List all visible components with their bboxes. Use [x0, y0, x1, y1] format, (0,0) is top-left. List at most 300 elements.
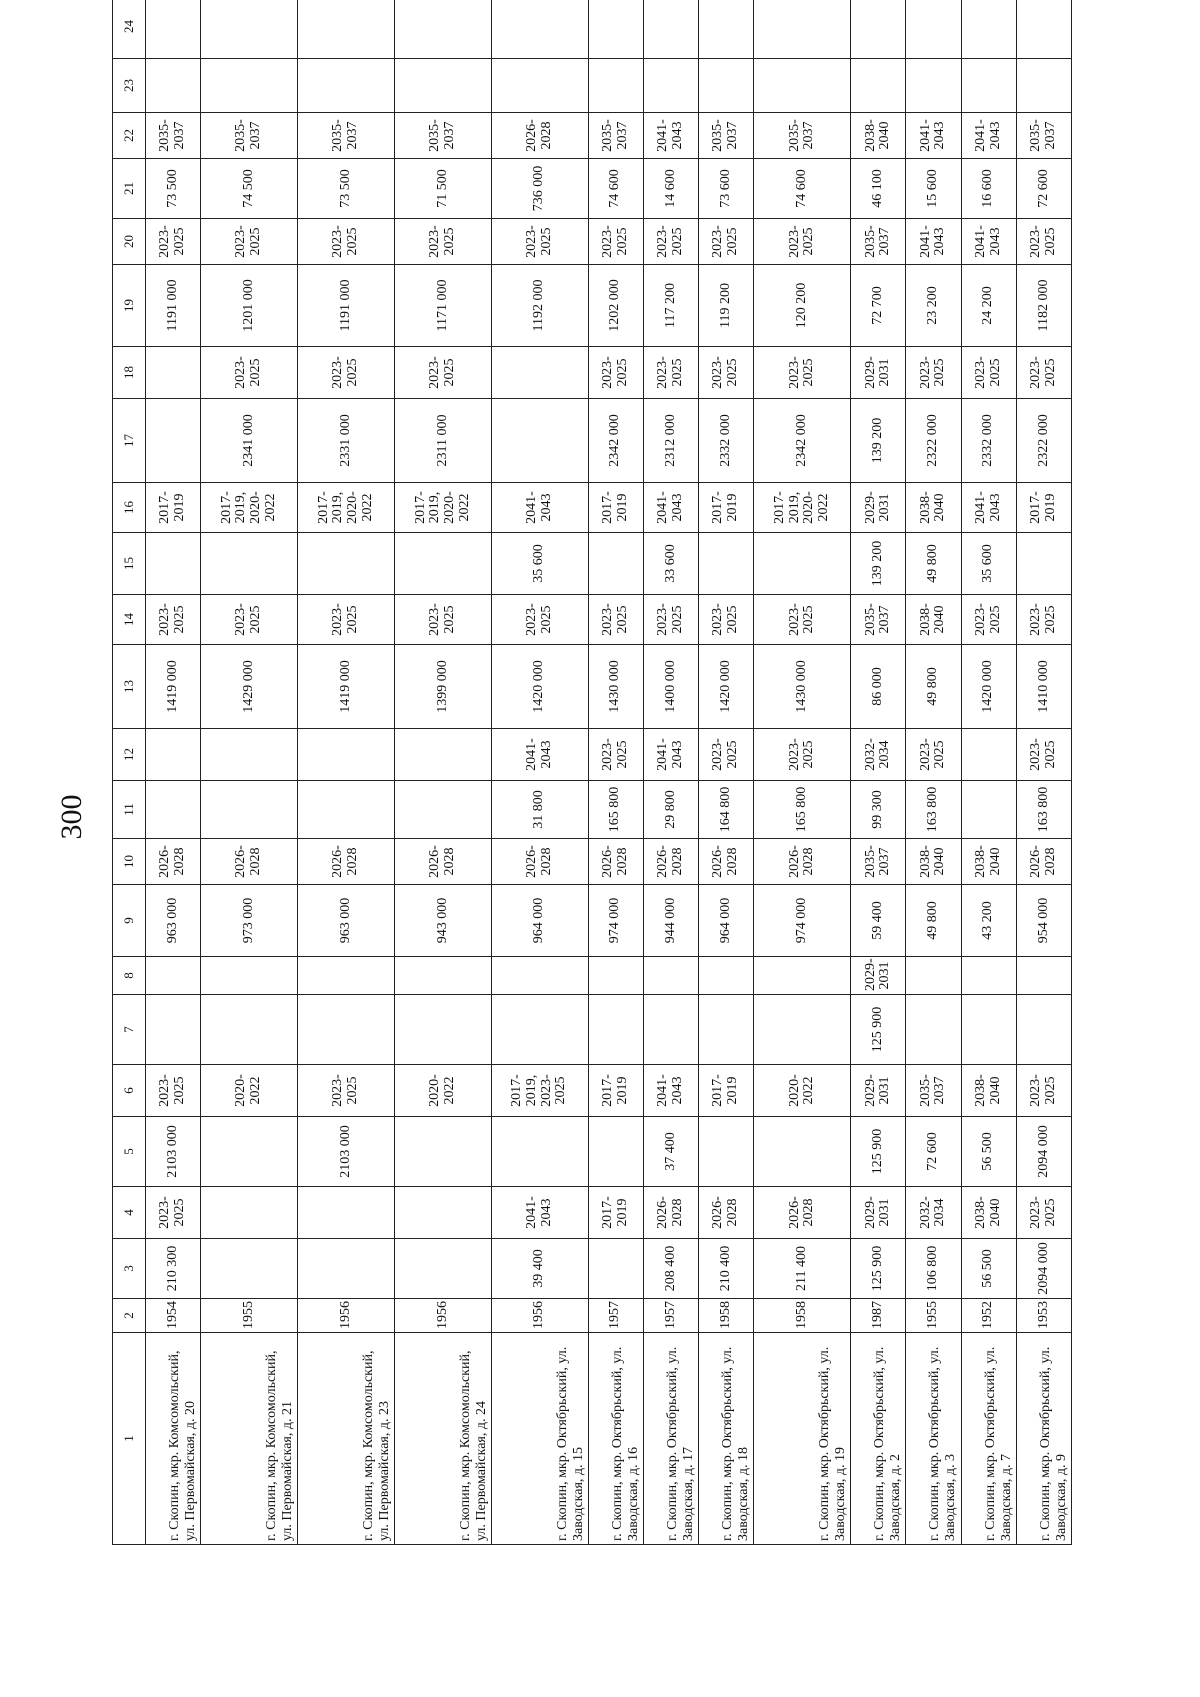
table-cell: 2029-2031	[851, 957, 906, 995]
table-cell: 49 800	[906, 645, 961, 729]
table-cell: 24 200	[961, 265, 1016, 347]
table-cell: 23 200	[906, 265, 961, 347]
table-cell: 139 200	[851, 399, 906, 483]
table-cell: 1171 000	[394, 265, 491, 347]
table-cell	[146, 995, 201, 1065]
table-cell: 2017-2019	[699, 1065, 754, 1117]
table-cell: 2026-2028	[201, 839, 298, 885]
table-cell	[298, 1187, 395, 1239]
table-cell	[906, 59, 961, 113]
table-cell: 2023-2025	[201, 595, 298, 645]
table-cell	[394, 957, 491, 995]
table-cell: 2020-2022	[754, 1065, 851, 1117]
table-cell: 1430 000	[754, 645, 851, 729]
column-header-12: 12	[113, 729, 146, 781]
table-cell: 2023-2025	[201, 219, 298, 265]
table-cell	[146, 347, 201, 399]
table-cell: 2041-2043	[491, 483, 588, 533]
table-cell: 2038-2040	[906, 839, 961, 885]
table-cell: 2032-2034	[851, 729, 906, 781]
table-cell: 39 400	[491, 1239, 588, 1299]
table-cell	[201, 957, 298, 995]
table-cell: 2041-2043	[491, 729, 588, 781]
table-cell: 943 000	[394, 885, 491, 957]
table-cell: 964 000	[491, 885, 588, 957]
table-cell	[298, 533, 395, 595]
column-header-18: 18	[113, 347, 146, 399]
table-cell: 1955	[201, 1299, 298, 1333]
table-cell: 963 000	[298, 885, 395, 957]
table-cell: 2041-2043	[643, 113, 698, 159]
table-cell: 1420 000	[961, 645, 1016, 729]
table-cell	[588, 995, 643, 1065]
table-cell: 72 600	[906, 1117, 961, 1187]
column-header-9: 9	[113, 885, 146, 957]
table-cell	[588, 957, 643, 995]
table-cell: 2023-2025	[1016, 1187, 1071, 1239]
table-cell: 2023-2025	[588, 595, 643, 645]
table-cell: 1410 000	[1016, 645, 1071, 729]
table-cell	[754, 1117, 851, 1187]
table-cell: 2026-2028	[754, 839, 851, 885]
table-cell: 2041-2043	[961, 219, 1016, 265]
table-cell: 2017-2019	[588, 1065, 643, 1117]
address-cell: г. Скопин, мкр. Октябрьский, ул. Заводская, д. 2	[851, 1333, 906, 1545]
table-cell: 120 200	[754, 265, 851, 347]
table-cell: 2332 000	[961, 399, 1016, 483]
table-cell	[491, 399, 588, 483]
table-cell: 2020-2022	[201, 1065, 298, 1117]
table-cell: 1420 000	[491, 645, 588, 729]
table-cell: 2038-2040	[961, 1187, 1016, 1239]
address-cell: г. Скопин, мкр. Октябрьский, ул. Заводская, д. 17	[643, 1333, 698, 1545]
table-cell	[146, 781, 201, 839]
column-header-21: 21	[113, 159, 146, 219]
column-header-19: 19	[113, 265, 146, 347]
table-row	[491, 0, 588, 1545]
table-cell	[699, 1117, 754, 1187]
table-cell: 1419 000	[146, 645, 201, 729]
table-cell: 1399 000	[394, 645, 491, 729]
address-cell: г. Скопин, мкр. Октябрьский, ул. Заводская, д. 19	[754, 1333, 851, 1545]
table-cell: 2023-2025	[298, 1065, 395, 1117]
table-cell	[699, 59, 754, 113]
table-cell: 2023-2025	[298, 219, 395, 265]
table-cell	[906, 0, 961, 59]
table-cell	[1016, 957, 1071, 995]
table-cell: 2342 000	[588, 399, 643, 483]
table-cell: 2029-2031	[851, 1187, 906, 1239]
table-cell: 1956	[394, 1299, 491, 1333]
table-cell: 49 800	[906, 533, 961, 595]
table-cell: 2312 000	[643, 399, 698, 483]
table-cell: 125 900	[851, 1117, 906, 1187]
table-cell	[201, 1117, 298, 1187]
table-cell: 37 400	[643, 1117, 698, 1187]
table-cell	[588, 59, 643, 113]
table-cell: 2023-2025	[699, 729, 754, 781]
table-cell: 944 000	[643, 885, 698, 957]
table-cell: 2023-2025	[906, 729, 961, 781]
table-cell: 1201 000	[201, 265, 298, 347]
table-cell	[699, 0, 754, 59]
table-cell: 117 200	[643, 265, 698, 347]
table-cell: 2023-2025	[699, 219, 754, 265]
table-cell: 2038-2040	[961, 1065, 1016, 1117]
table-cell: 2035-2037	[298, 113, 395, 159]
table-cell: 59 400	[851, 885, 906, 957]
table-cell	[961, 59, 1016, 113]
table-cell: 1957	[588, 1299, 643, 1333]
column-header-13: 13	[113, 645, 146, 729]
table-cell: 125 900	[851, 1239, 906, 1299]
table-cell: 125 900	[851, 995, 906, 1065]
table-cell: 2035-2037	[851, 595, 906, 645]
table-cell: 2035-2037	[699, 113, 754, 159]
table-cell	[201, 0, 298, 59]
table-cell: 973 000	[201, 885, 298, 957]
table-cell: 1202 000	[588, 265, 643, 347]
table-cell: 736 000	[491, 159, 588, 219]
table-cell: 2023-2025	[394, 595, 491, 645]
table-cell: 1987	[851, 1299, 906, 1333]
table-cell: 2023-2025	[201, 347, 298, 399]
table-cell	[491, 957, 588, 995]
table-cell	[201, 1239, 298, 1299]
table-cell	[146, 533, 201, 595]
table-cell	[588, 0, 643, 59]
table-cell: 2023-2025	[1016, 595, 1071, 645]
table-cell	[588, 533, 643, 595]
table-cell	[699, 957, 754, 995]
table-cell: 2038-2040	[851, 113, 906, 159]
column-header-14: 14	[113, 595, 146, 645]
table-cell	[394, 995, 491, 1065]
table-cell	[201, 59, 298, 113]
table-cell: 2023-2025	[699, 595, 754, 645]
column-header-8: 8	[113, 957, 146, 995]
table-cell: 2023-2025	[298, 347, 395, 399]
table-cell	[491, 347, 588, 399]
table-cell	[491, 59, 588, 113]
table-cell: 2026-2028	[146, 839, 201, 885]
address-cell: г. Скопин, мкр. Октябрьский, ул. Заводская, д. 15	[491, 1333, 588, 1545]
table-cell: 974 000	[588, 885, 643, 957]
column-header-1: 1	[113, 1333, 146, 1545]
table-cell: 1420 000	[699, 645, 754, 729]
table-cell: 2023-2025	[961, 347, 1016, 399]
table-cell: 99 300	[851, 781, 906, 839]
table-cell: 1956	[491, 1299, 588, 1333]
table-cell	[394, 1187, 491, 1239]
table-cell	[201, 1187, 298, 1239]
table-cell: 74 500	[201, 159, 298, 219]
table-cell: 2094 000	[1016, 1239, 1071, 1299]
table-cell: 2017-2019	[588, 483, 643, 533]
table-cell: 2023-2025	[1016, 347, 1071, 399]
table-cell: 2026-2028	[394, 839, 491, 885]
table-cell: 2023-2025	[754, 729, 851, 781]
table-cell	[201, 533, 298, 595]
table-cell	[643, 0, 698, 59]
table-cell: 2026-2028	[298, 839, 395, 885]
table-cell: 2017-2019, 2023-2025	[491, 1065, 588, 1117]
column-header-4: 4	[113, 1187, 146, 1239]
table-cell	[146, 957, 201, 995]
column-header-5: 5	[113, 1117, 146, 1187]
table-cell: 1956	[298, 1299, 395, 1333]
table-cell: 31 800	[491, 781, 588, 839]
table-row	[961, 0, 1016, 1545]
table-cell: 1953	[1016, 1299, 1071, 1333]
table-cell	[961, 995, 1016, 1065]
table-cell: 2023-2025	[588, 729, 643, 781]
table-cell: 2038-2040	[906, 483, 961, 533]
table-cell	[491, 995, 588, 1065]
table-cell	[394, 729, 491, 781]
table-cell	[961, 0, 1016, 59]
table-cell: 2035-2037	[201, 113, 298, 159]
table-cell: 2041-2043	[643, 483, 698, 533]
table-cell	[1016, 0, 1071, 59]
table-cell: 2032-2034	[906, 1187, 961, 1239]
table-cell: 163 800	[1016, 781, 1071, 839]
address-cell: г. Скопин, мкр. Комсомольский, ул. Первомайская, д. 21	[201, 1333, 298, 1545]
table-cell	[643, 995, 698, 1065]
table-cell: 2023-2025	[588, 219, 643, 265]
table-cell	[146, 0, 201, 59]
table-cell	[394, 533, 491, 595]
table-cell: 2023-2025	[394, 347, 491, 399]
table-cell	[491, 0, 588, 59]
table-cell	[298, 995, 395, 1065]
table-cell	[906, 995, 961, 1065]
table-row	[754, 0, 851, 1545]
table-cell: 2020-2022	[394, 1065, 491, 1117]
table-cell: 16 600	[961, 159, 1016, 219]
table-cell: 1400 000	[643, 645, 698, 729]
table-cell: 2342 000	[754, 399, 851, 483]
table-cell: 86 000	[851, 645, 906, 729]
table-cell: 165 800	[754, 781, 851, 839]
table-cell	[961, 729, 1016, 781]
table-row	[1016, 0, 1071, 1545]
table-cell: 2023-2025	[146, 219, 201, 265]
table-cell: 33 600	[643, 533, 698, 595]
table-cell	[394, 781, 491, 839]
column-header-24: 24	[113, 0, 146, 59]
table-cell: 2311 000	[394, 399, 491, 483]
page-number: 300	[55, 794, 88, 840]
table-cell: 2017-2019	[588, 1187, 643, 1239]
table-cell: 2026-2028	[643, 839, 698, 885]
table-cell: 2023-2025	[146, 1187, 201, 1239]
table-cell: 1955	[906, 1299, 961, 1333]
table-cell: 35 600	[961, 533, 1016, 595]
table-cell: 74 600	[588, 159, 643, 219]
table-cell: 2023-2025	[394, 219, 491, 265]
table-cell: 2332 000	[699, 399, 754, 483]
table-cell: 2026-2028	[1016, 839, 1071, 885]
table-cell: 1958	[699, 1299, 754, 1333]
table-cell: 2029-2031	[851, 483, 906, 533]
table-cell: 2103 000	[298, 1117, 395, 1187]
table-cell: 2026-2028	[491, 113, 588, 159]
table-cell: 1954	[146, 1299, 201, 1333]
table-cell	[201, 729, 298, 781]
column-header-22: 22	[113, 113, 146, 159]
table-cell: 2038-2040	[961, 839, 1016, 885]
table-cell: 2035-2037	[906, 1065, 961, 1117]
table-cell: 2041-2043	[643, 729, 698, 781]
table-row	[298, 0, 395, 1545]
table-cell: 2026-2028	[699, 1187, 754, 1239]
address-cell: г. Скопин, мкр. Комсомольский, ул. Первомайская, д. 24	[394, 1333, 491, 1545]
table-row	[699, 0, 754, 1545]
table-cell: 2026-2028	[699, 839, 754, 885]
table-cell: 15 600	[906, 159, 961, 219]
column-header-10: 10	[113, 839, 146, 885]
table-cell	[754, 59, 851, 113]
header-row	[113, 0, 146, 1545]
table-cell: 163 800	[906, 781, 961, 839]
table-cell: 2023-2025	[754, 347, 851, 399]
table-cell: 2023-2025	[643, 347, 698, 399]
table-cell: 165 800	[588, 781, 643, 839]
column-header-3: 3	[113, 1239, 146, 1299]
column-header-11: 11	[113, 781, 146, 839]
table-cell	[961, 957, 1016, 995]
table-cell: 1952	[961, 1299, 1016, 1333]
table-cell	[906, 957, 961, 995]
column-header-2: 2	[113, 1299, 146, 1333]
table-cell: 56 500	[961, 1117, 1016, 1187]
table-cell: 73 500	[298, 159, 395, 219]
table-cell: 72 700	[851, 265, 906, 347]
table-cell: 2017-2019	[1016, 483, 1071, 533]
table-cell: 106 800	[906, 1239, 961, 1299]
table-cell: 2017-2019, 2020-2022	[754, 483, 851, 533]
table-cell: 2322 000	[1016, 399, 1071, 483]
column-header-17: 17	[113, 399, 146, 483]
table-cell: 2023-2025	[491, 219, 588, 265]
table-cell: 2331 000	[298, 399, 395, 483]
table-cell: 2035-2037	[754, 113, 851, 159]
table-cell: 2094 000	[1016, 1117, 1071, 1187]
table-cell	[298, 729, 395, 781]
table-cell	[298, 59, 395, 113]
table-cell: 1429 000	[201, 645, 298, 729]
table-cell: 43 200	[961, 885, 1016, 957]
table-cell: 2026-2028	[643, 1187, 698, 1239]
table-cell	[851, 59, 906, 113]
table-cell	[394, 1239, 491, 1299]
table-cell: 2026-2028	[754, 1187, 851, 1239]
table-cell: 2017-2019, 2020-2022	[394, 483, 491, 533]
table-cell: 2035-2037	[1016, 113, 1071, 159]
table-cell: 2035-2037	[851, 219, 906, 265]
table-cell: 2035-2037	[588, 113, 643, 159]
table-cell: 2322 000	[906, 399, 961, 483]
table-row	[201, 0, 298, 1545]
table-cell	[146, 399, 201, 483]
address-cell: г. Скопин, мкр. Октябрьский, ул. Заводская, д. 16	[588, 1333, 643, 1545]
table-cell	[754, 533, 851, 595]
table-cell	[699, 533, 754, 595]
table-cell: 2023-2025	[1016, 729, 1071, 781]
table-cell: 2023-2025	[146, 595, 201, 645]
table-cell: 2023-2025	[754, 219, 851, 265]
table-cell: 46 100	[851, 159, 906, 219]
table-container	[112, 20, 1072, 1545]
table-cell: 2041-2043	[643, 1065, 698, 1117]
table-cell: 2041-2043	[906, 113, 961, 159]
address-cell: г. Скопин, мкр. Комсомольский, ул. Первомайская, д. 20	[146, 1333, 201, 1545]
table-row	[851, 0, 906, 1545]
table-cell: 72 600	[1016, 159, 1071, 219]
address-cell: г. Скопин, мкр. Октябрьский, ул. Заводская, д. 7	[961, 1333, 1016, 1545]
table-cell	[298, 781, 395, 839]
table-cell: 164 800	[699, 781, 754, 839]
table-cell	[201, 781, 298, 839]
table-cell: 2023-2025	[906, 347, 961, 399]
table-cell	[1016, 59, 1071, 113]
table-cell: 1419 000	[298, 645, 395, 729]
table-cell: 35 600	[491, 533, 588, 595]
table-cell	[394, 59, 491, 113]
table-cell	[588, 1117, 643, 1187]
table-cell	[491, 1117, 588, 1187]
table-cell	[394, 0, 491, 59]
table-cell: 2035-2037	[394, 113, 491, 159]
column-header-7: 7	[113, 995, 146, 1065]
table-cell	[1016, 533, 1071, 595]
table-row	[394, 0, 491, 1545]
table-cell: 210 400	[699, 1239, 754, 1299]
table-cell: 2029-2031	[851, 347, 906, 399]
table-cell: 964 000	[699, 885, 754, 957]
table-cell: 1192 000	[491, 265, 588, 347]
address-cell: г. Скопин, мкр. Октябрьский, ул. Заводская, д. 9	[1016, 1333, 1071, 1545]
table-row	[146, 0, 201, 1545]
table-cell: 963 000	[146, 885, 201, 957]
table-cell: 2029-2031	[851, 1065, 906, 1117]
table-cell	[643, 957, 698, 995]
table-cell: 74 600	[754, 159, 851, 219]
table-cell: 2038-2040	[906, 595, 961, 645]
table-cell	[851, 0, 906, 59]
address-cell: г. Скопин, мкр. Октябрьский, ул. Заводская, д. 3	[906, 1333, 961, 1545]
table-cell: 210 300	[146, 1239, 201, 1299]
column-header-16: 16	[113, 483, 146, 533]
table-cell: 56 500	[961, 1239, 1016, 1299]
table-cell: 14 600	[643, 159, 698, 219]
table-cell: 2026-2028	[588, 839, 643, 885]
table-cell: 2023-2025	[643, 219, 698, 265]
table-cell: 49 800	[906, 885, 961, 957]
table-cell: 2023-2025	[298, 595, 395, 645]
address-cell: г. Скопин, мкр. Октябрьский, ул. Заводская, д. 18	[699, 1333, 754, 1545]
column-header-15: 15	[113, 533, 146, 595]
table-cell: 1191 000	[298, 265, 395, 347]
address-cell: г. Скопин, мкр. Комсомольский, ул. Первомайская, д. 23	[298, 1333, 395, 1545]
table-cell: 974 000	[754, 885, 851, 957]
table-cell: 2023-2025	[588, 347, 643, 399]
table-cell: 2035-2037	[146, 113, 201, 159]
table-row	[643, 0, 698, 1545]
table-cell: 1958	[754, 1299, 851, 1333]
table-cell: 29 800	[643, 781, 698, 839]
